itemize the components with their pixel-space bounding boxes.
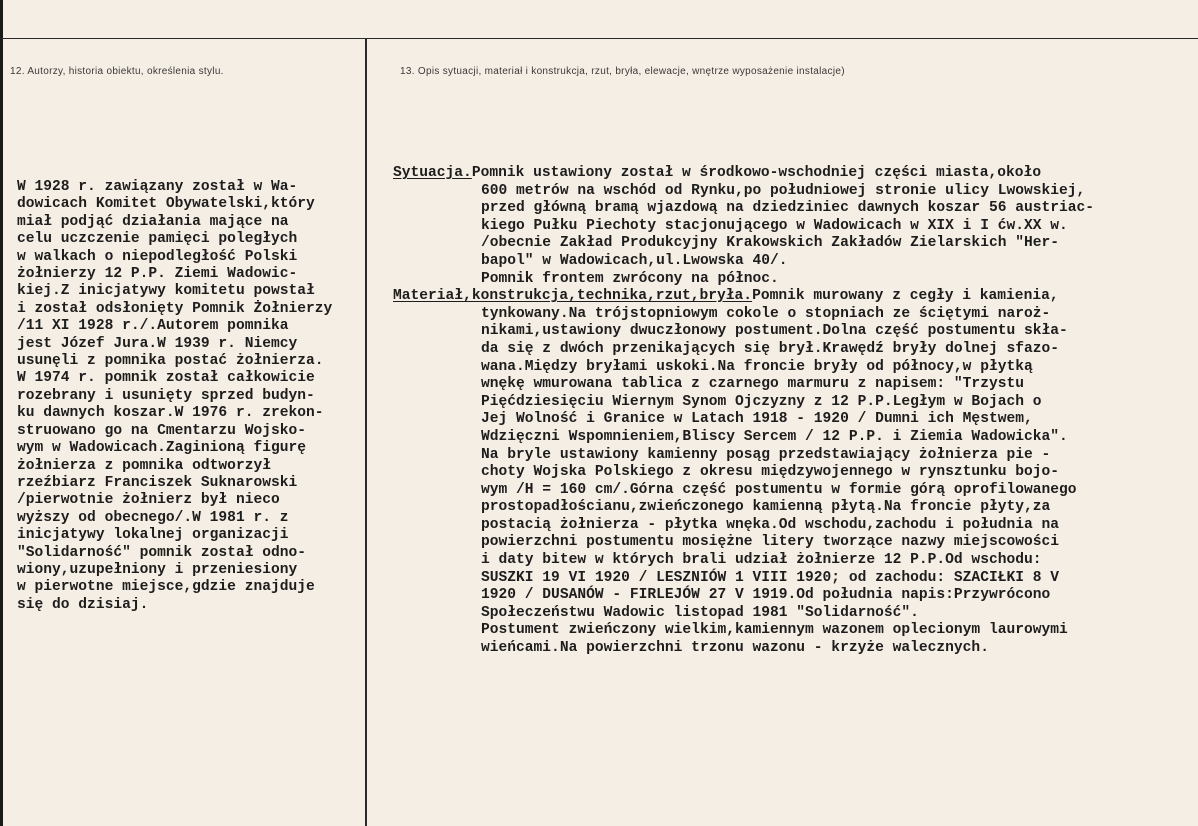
history-line: celu uczczenie pamięci poległych xyxy=(17,231,298,248)
history-line: się do dzisiaj. xyxy=(17,596,149,613)
material-line: postacią żołnierza - płytka wnęka.Od wschodu,zachodu i południa na xyxy=(481,516,1060,533)
material-line: Pięćdziesięciu Wiernym Synom Ojczyzny z 12 P.P.Ległym w Bojach o xyxy=(481,393,1042,410)
section-13-header: 13. Opis sytuacji, materiał i konstrukcja, rzut, bryła, elewacje, wnętrze wyposażenie instalacje) xyxy=(400,66,845,77)
history-line: usunęli z pomnika postać żołnierza. xyxy=(17,353,324,370)
history-line: wiony,uzupełniony i przeniesiony xyxy=(17,561,298,578)
material-line: Wdzięczni Wspomnieniem,Bliscy Sercem / 12 P.P. i Ziemia Wadowicka". xyxy=(481,428,1068,445)
material-heading: Materiał,konstrukcja,technika,rzut,bryła. xyxy=(393,288,753,305)
situation-first-line xyxy=(393,165,1195,183)
history-line: wym w Wadowicach.Zaginioną figurę xyxy=(17,440,307,457)
history-line: w walkach o niepodległość Polski xyxy=(17,248,298,265)
situation-line: bapol" w Wadowicach,ul.Lwowska 40/. xyxy=(481,252,788,269)
history-line: /11 XI 1928 r./.Autorem pomnika xyxy=(17,318,289,335)
history-line: struowano go na Cmentarzu Wojsko- xyxy=(17,422,307,439)
page-edge xyxy=(0,0,3,826)
material-line: wana.Między bryłami uskoki.Na froncie bryły od północy,w płytką xyxy=(481,358,1033,375)
history-line: żołnierza z pomnika odtworzył xyxy=(17,457,271,474)
history-text xyxy=(17,179,365,614)
material-line: 1920 / DUSANÓW - FIRLEJÓW 27 V 1919.Od południa napis:Przywrócono xyxy=(481,587,1051,604)
material-line: Postument zwieńczony wielkim,kamiennym wazonem oplecionym laurowymi xyxy=(481,622,1068,639)
material-line: wym /H = 160 cm/.Górna część postumentu w formie górą oprofilowanego xyxy=(481,481,1077,498)
history-line: żołnierzy 12 P.P. Ziemi Wadowic- xyxy=(17,266,298,283)
material-line: choty Wojska Polskiego z okresu międzywojennego w rynsztunku bojo- xyxy=(481,464,1060,481)
material-line: powierzchni postumentu mosiężne litery tworzące nazwy miejscowości xyxy=(481,534,1060,551)
history-line: "Solidarność" pomnik został odno- xyxy=(17,544,307,561)
section-12-header: 12. Autorzy, historia obiektu, określenia stylu. xyxy=(10,66,224,77)
material-line: wnękę wmurowana tablica z czarnego marmuru z napisem: "Trzystu xyxy=(481,376,1024,393)
situation-heading: Sytuacja. xyxy=(393,165,472,181)
history-line: W 1974 r. pomnik został całkowicie xyxy=(17,370,315,387)
header-rule xyxy=(0,38,1198,39)
material-line: prostopadłościanu,zwieńczonego kamienną płytą.Na froncie płyty,za xyxy=(481,499,1051,516)
material-line: SUSZKI 19 VI 1920 / LESZNIÓW 1 VIII 1920; od zachodu: SZACIŁKI 8 V xyxy=(481,569,1060,586)
situation-line: Pomnik frontem zwrócony na północ. xyxy=(481,270,779,287)
material-line: tynkowany.Na trójstopniowym cokole o stopniach ze ściętymi naroż- xyxy=(481,305,1051,322)
history-line: dowicach Komitet Obywatelski,który xyxy=(17,196,315,213)
material-line: Jej Wolność i Granice w Latach 1918 - 1920 / Dumni ich Męstwem, xyxy=(481,411,1033,428)
history-line: W 1928 r. zawiązany został w Wa- xyxy=(17,179,298,195)
history-line: wyższy od obecnego/.W 1981 r. z xyxy=(17,509,289,526)
material-line: i daty bitew w których brali udział żołnierze 12 P.P.Od wschodu: xyxy=(481,552,1042,569)
history-line: /pierwotnie żołnierz był nieco xyxy=(17,492,280,509)
situation-line: przed główną bramą wjazdową na dziedziniec dawnych koszar 56 austriac- xyxy=(481,200,1095,217)
history-line: i został odsłonięty Pomnik Żołnierzy xyxy=(17,300,333,317)
material-first-line xyxy=(393,288,1195,306)
history-line: jest Józef Jura.W 1939 r. Niemcy xyxy=(17,335,298,352)
material-line: Społeczeństwu Wadowic listopad 1981 "Solidarność". xyxy=(481,604,919,621)
history-line: kiej.Z inicjatywy komitetu powstał xyxy=(17,283,315,300)
history-line: rozebrany i usunięty sprzed budyn- xyxy=(17,387,315,404)
material-line: nikami,ustawiony dwuczłonowy postument.Dolna część postumentu skła- xyxy=(481,323,1068,340)
situation-body xyxy=(393,183,1195,289)
history-line: rzeźbiarz Franciszek Suknarowski xyxy=(17,474,298,491)
situation-first-text: Pomnik ustawiony został w środkowo-wschodniej części miasta,około xyxy=(471,165,1042,181)
situation-line: 600 metrów na wschód od Rynku,po południowej stronie ulicy Lwowskiej, xyxy=(481,182,1086,199)
material-line: wieńcami.Na powierzchni trzonu wazonu - krzyże walecznych. xyxy=(481,640,989,657)
situation-line: kiego Pułku Piechoty stacjonującego w Wadowicach w XIX i I ćw.XX w. xyxy=(481,217,1068,234)
material-line: Na bryle ustawiony kamienny posąg przedstawiający żołnierza pie - xyxy=(481,446,1051,463)
history-line: w pierwotne miejsce,gdzie znajduje xyxy=(17,579,315,596)
history-line: miał podjąć działania mające na xyxy=(17,213,289,230)
column-divider xyxy=(365,38,367,826)
material-first-text: Pomnik murowany z cegły i kamienia, xyxy=(752,288,1059,305)
situation-line: /obecnie Zakład Produkcyjny Krakowskich Zakładów Zielarskich "Her- xyxy=(481,235,1060,252)
history-line: ku dawnych koszar.W 1976 r. zrekon- xyxy=(17,405,324,422)
material-body xyxy=(393,306,1195,658)
material-line: da się z dwóch przenikających się brył.Krawędź bryły dolnej sfazo- xyxy=(481,340,1060,357)
history-line: inicjatywy lokalnej organizacji xyxy=(17,527,289,544)
description-text xyxy=(393,165,1195,658)
